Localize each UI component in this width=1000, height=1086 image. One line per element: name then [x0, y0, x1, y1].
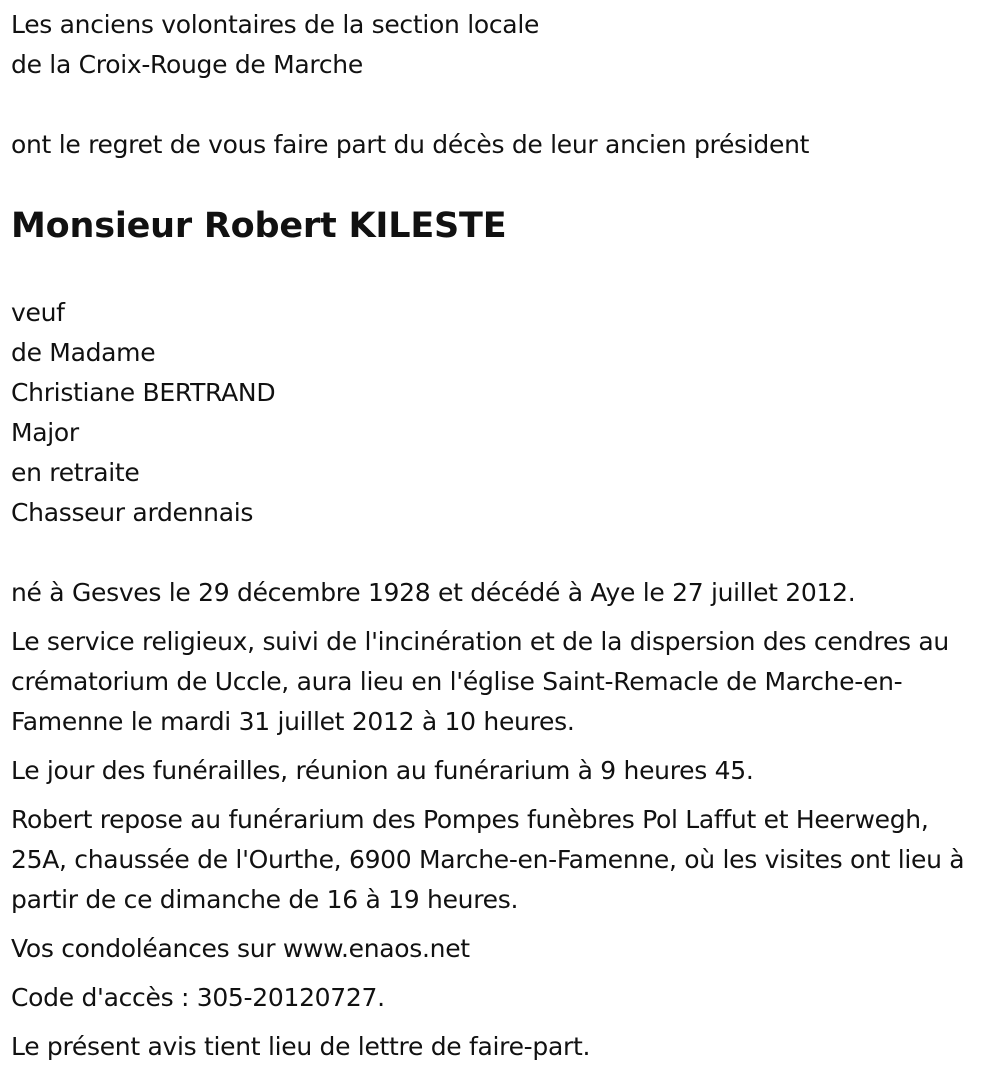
visitation-paragraph: Robert repose au funérarium des Pompes funèbres Pol Laffut et Heerwegh, 25A, chaussée de l'Ourthe, 6900 Marche-en-Famenne, où les visites ont lieu à partir de ce dimanche de 16 à 19 heures. — [11, 805, 965, 914]
announcement-intro-block — [11, 125, 809, 165]
service-paragraph: Le service religieux, suivi de l'incinération et de la dispersion des cendres au crématorium de Uccle, aura lieu en l'église Saint-Remacle de Marche-en-Famenne le mardi 31 juillet 2012 à 10 heures. — [11, 627, 949, 736]
birth-death-paragraph: né à Gesves le 29 décembre 1928 et décédé à Aye le 27 juillet 2012. — [11, 578, 856, 607]
detail-line: Chasseur ardennais — [11, 498, 254, 527]
detail-line: Christiane BERTRAND — [11, 378, 276, 407]
condolences-paragraph: Vos condoléances sur www.enaos.net — [11, 934, 470, 963]
deceased-details — [11, 293, 275, 533]
detail-line: en retraite — [11, 458, 140, 487]
notice-body — [11, 573, 991, 1076]
detail-line: Major — [11, 418, 79, 447]
organization-line: de la Croix-Rouge de Marche — [11, 50, 363, 79]
access-code-paragraph: Code d'accès : 305-20120727. — [11, 983, 385, 1012]
organization-line: Les anciens volontaires de la section locale — [11, 10, 540, 39]
deceased-name: Monsieur Robert KILESTE — [11, 206, 507, 246]
meeting-paragraph: Le jour des funérailles, réunion au funérarium à 9 heures 45. — [11, 756, 754, 785]
announcement-intro: ont le regret de vous faire part du décès de leur ancien président — [11, 130, 810, 159]
organization-block — [11, 5, 539, 85]
deceased-name-block — [11, 199, 506, 253]
detail-line: de Madame — [11, 338, 156, 367]
detail-line: veuf — [11, 298, 65, 327]
closing-paragraph: Le présent avis tient lieu de lettre de faire-part. — [11, 1032, 591, 1061]
